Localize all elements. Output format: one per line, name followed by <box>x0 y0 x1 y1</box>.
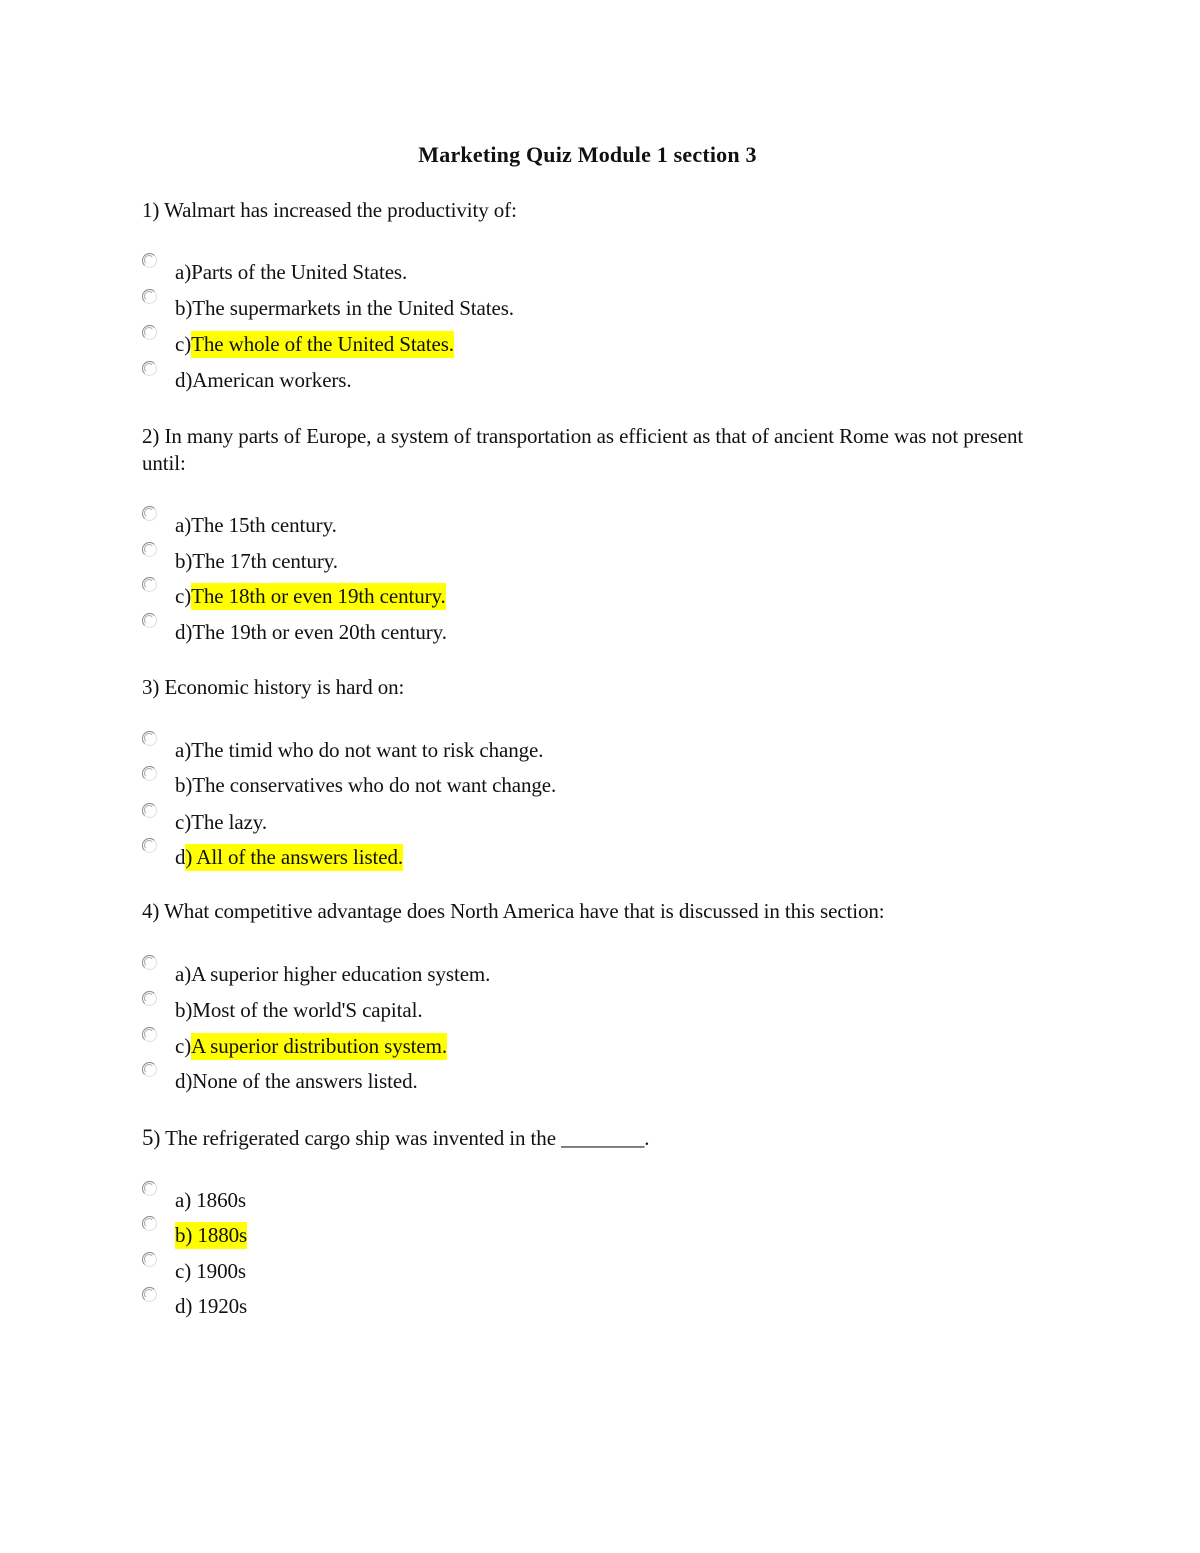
radio-button[interactable] <box>142 577 157 592</box>
radio-button[interactable] <box>142 506 157 521</box>
option-text: d) 1920s <box>175 1294 248 1318</box>
highlighted-answer: The 18th or even 19th century. <box>191 584 446 608</box>
option-5d[interactable] <box>142 1293 247 1321</box>
page-title: Marketing Quiz Module 1 section 3 <box>418 142 757 167</box>
radio-button[interactable] <box>142 803 157 818</box>
question-number: 1) <box>142 198 160 222</box>
option-3c[interactable] <box>142 809 267 837</box>
radio-button[interactable] <box>142 613 157 628</box>
option-prefix: b) <box>175 998 193 1022</box>
radio-button[interactable] <box>142 1027 157 1042</box>
option-4a[interactable] <box>142 961 490 989</box>
option-text: Most of the world'S capital. <box>192 998 423 1022</box>
option-5c[interactable] <box>142 1258 246 1286</box>
radio-button[interactable] <box>142 325 157 340</box>
option-3d[interactable] <box>142 844 403 872</box>
highlighted-answer: b) 1880s <box>175 1223 248 1247</box>
option-2d[interactable] <box>142 619 447 647</box>
option-4d[interactable] <box>142 1068 418 1096</box>
option-prefix: b) <box>175 296 193 320</box>
option-1a[interactable] <box>142 259 407 287</box>
option-text: Parts of the United States. <box>191 260 408 284</box>
radio-button[interactable] <box>142 955 157 970</box>
option-prefix: a) <box>175 260 192 284</box>
option-text: None of the answers listed. <box>192 1069 418 1093</box>
question-text: In many parts of Europe, a system of transportation as efficient as that of ancient Rome was not present until: <box>142 424 1024 475</box>
option-1d[interactable] <box>142 367 352 395</box>
question-4 <box>142 898 1042 925</box>
option-prefix: b) <box>175 549 193 573</box>
highlighted-answer: A superior distribution system. <box>191 1034 448 1058</box>
option-4c[interactable] <box>142 1033 447 1061</box>
highlighted-answer: ) All of the answers listed. <box>185 845 404 869</box>
option-prefix: c) <box>175 810 192 834</box>
question-number: 3) <box>142 675 160 699</box>
radio-button[interactable] <box>142 361 157 376</box>
option-prefix: c) <box>175 332 192 356</box>
option-1b[interactable] <box>142 295 514 323</box>
option-text: c) 1900s <box>175 1259 246 1283</box>
option-3b[interactable] <box>142 772 556 800</box>
radio-button[interactable] <box>142 766 157 781</box>
option-prefix: d) <box>175 1069 193 1093</box>
option-text: The supermarkets in the United States. <box>192 296 514 320</box>
option-prefix: d) <box>175 368 193 392</box>
question-number: 2) <box>142 424 160 448</box>
radio-button[interactable] <box>142 289 157 304</box>
option-3a[interactable] <box>142 737 543 765</box>
option-prefix: a) <box>175 738 192 762</box>
option-5a[interactable] <box>142 1187 246 1215</box>
option-prefix: b) <box>175 773 193 797</box>
question-text: What competitive advantage does North America have that is discussed in this section: <box>159 899 885 923</box>
option-text: The conservatives who do not want change. <box>192 773 557 797</box>
radio-button[interactable] <box>142 838 157 853</box>
question-text: Walmart has increased the productivity of: <box>159 198 517 222</box>
option-text: American workers. <box>192 368 352 392</box>
option-2c[interactable] <box>142 583 446 611</box>
radio-button[interactable] <box>142 1181 157 1196</box>
question-number: 4) <box>142 899 160 923</box>
radio-button[interactable] <box>142 1216 157 1231</box>
option-text: A superior higher education system. <box>191 962 491 986</box>
question-text: ) The refrigerated cargo ship was invented in the ________. <box>153 1126 650 1150</box>
option-prefix: c) <box>175 1034 192 1058</box>
option-text: The lazy. <box>191 810 267 834</box>
radio-button[interactable] <box>142 731 157 746</box>
option-text: The timid who do not want to risk change. <box>191 738 544 762</box>
question-3 <box>142 674 1042 701</box>
option-text: The 19th or even 20th century. <box>192 620 447 644</box>
option-2a[interactable] <box>142 512 337 540</box>
radio-button[interactable] <box>142 1252 157 1267</box>
option-prefix: d) <box>175 620 193 644</box>
question-2 <box>142 423 1042 477</box>
question-1 <box>142 197 1042 224</box>
option-2b[interactable] <box>142 548 338 576</box>
radio-button[interactable] <box>142 253 157 268</box>
option-prefix: c) <box>175 584 192 608</box>
question-text: Economic history is hard on: <box>159 675 405 699</box>
question-5 <box>142 1124 1042 1152</box>
radio-button[interactable] <box>142 1062 157 1077</box>
option-prefix: a) <box>175 962 192 986</box>
option-5b[interactable] <box>142 1222 247 1250</box>
highlighted-answer: The whole of the United States. <box>191 332 454 356</box>
option-text: The 17th century. <box>192 549 338 573</box>
option-4b[interactable] <box>142 997 423 1025</box>
radio-button[interactable] <box>142 1287 157 1302</box>
radio-button[interactable] <box>142 991 157 1006</box>
option-prefix: d <box>175 845 186 869</box>
option-1c[interactable] <box>142 331 454 359</box>
radio-button[interactable] <box>142 542 157 557</box>
option-text: The 15th century. <box>191 513 337 537</box>
option-prefix: a) <box>175 513 192 537</box>
option-text: a) 1860s <box>175 1188 246 1212</box>
question-number: 5 <box>142 1125 154 1150</box>
